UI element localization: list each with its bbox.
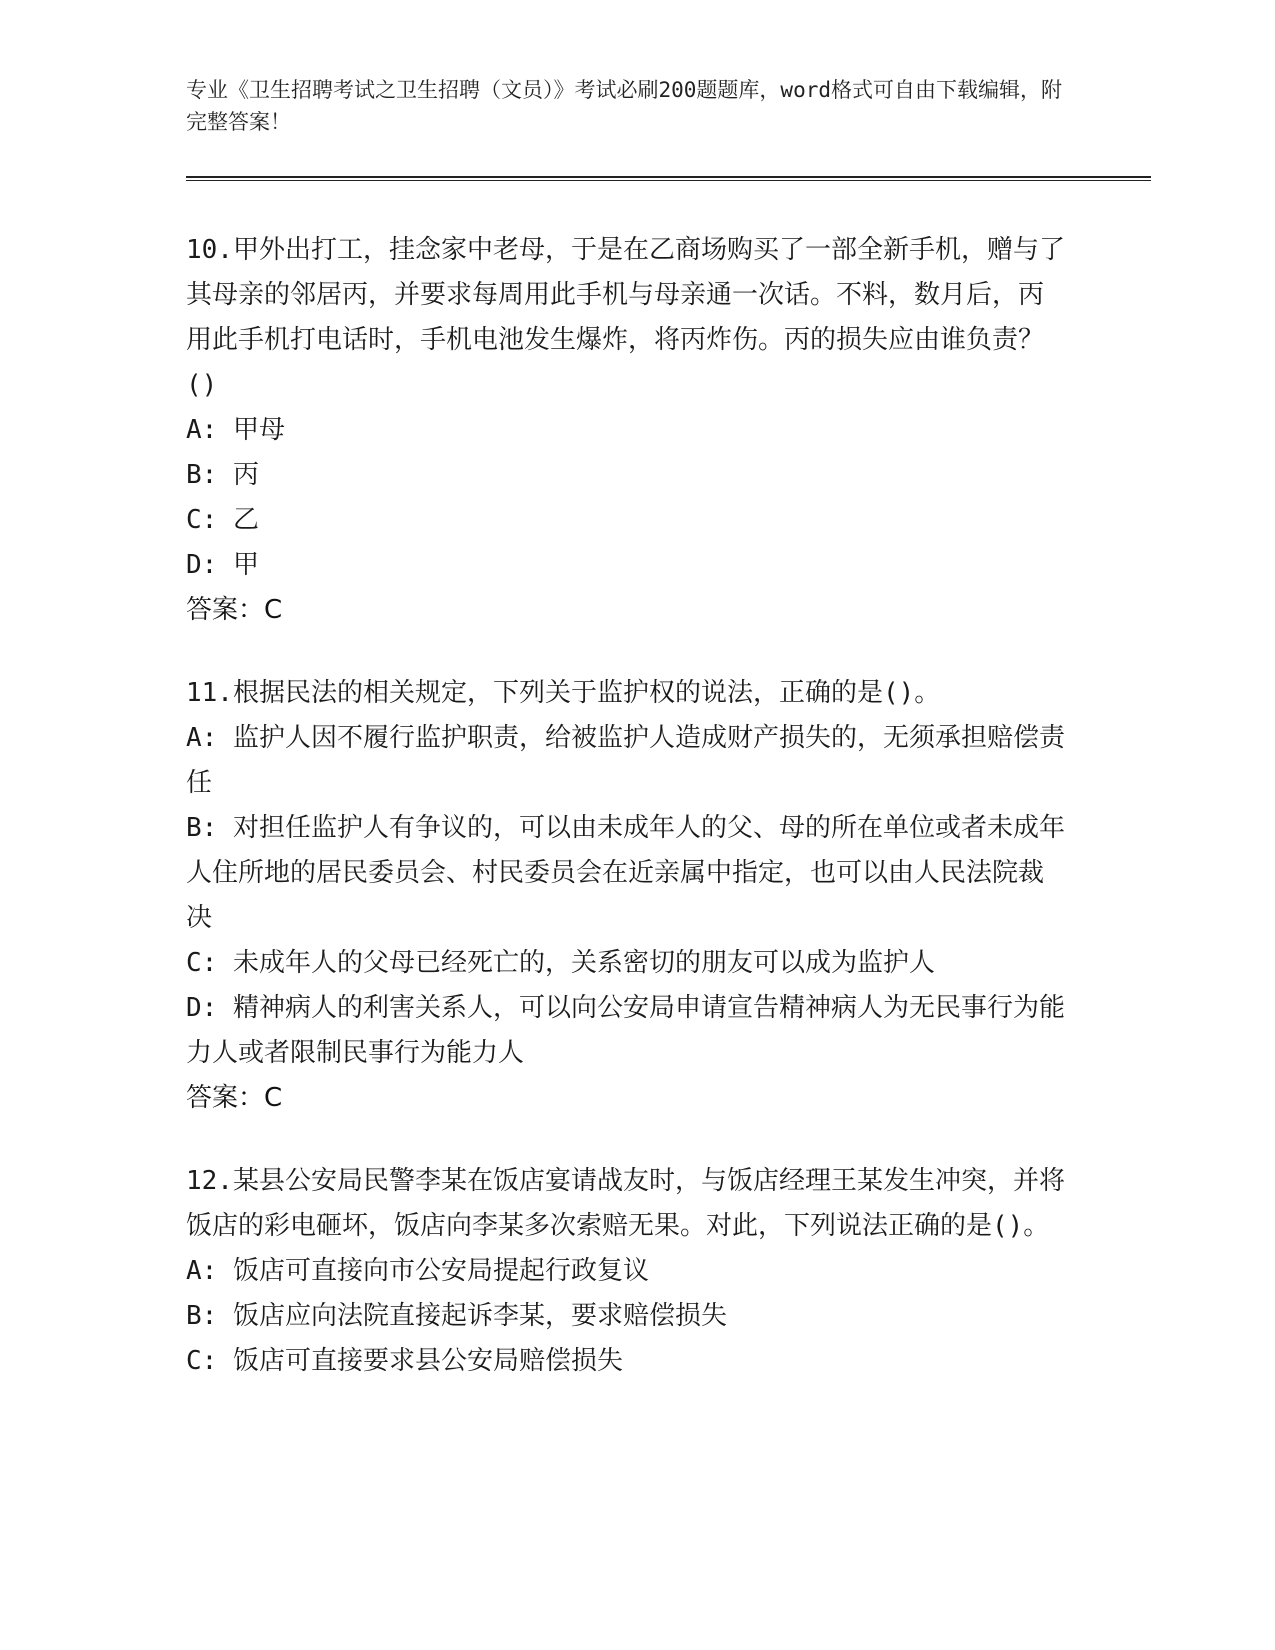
question-list (186, 228, 1066, 1422)
option-b: B: 饭店应向法院直接起诉李某，要求赔偿损失 (186, 1301, 727, 1331)
option-c: C: 未成年人的父母已经死亡的，关系密切的朋友可以成为监护人 (186, 948, 935, 978)
header-divider (186, 176, 1151, 181)
option-c: C: 饭店可直接要求县公安局赔偿损失 (186, 1346, 623, 1376)
question-10 (186, 228, 1066, 633)
option-d: D: 精神病人的利害关系人，可以向公安局申请宣告精神病人为无民事行为能力人或者限制民事行为能力人 (186, 993, 1065, 1068)
answer-line: 答案：C (186, 1083, 283, 1113)
option-a: A: 监护人因不履行监护职责，给被监护人造成财产损失的，无须承担赔偿责任 (186, 723, 1065, 798)
question-text: 12.某县公安局民警李某在饭店宴请战友时，与饭店经理王某发生冲突，并将饭店的彩电砸坏，饭店向李某多次索赔无果。对此，下列说法正确的是()。 (186, 1166, 1065, 1241)
option-b: B: 对担任监护人有争议的，可以由未成年人的父、母的所在单位或者未成年人住所地的居民委员会、村民委员会在近亲属中指定，也可以由人民法院裁决 (186, 813, 1065, 933)
option-a: A: 饭店可直接向市公安局提起行政复议 (186, 1256, 649, 1286)
question-text: 11.根据民法的相关规定，下列关于监护权的说法，正确的是()。 (186, 678, 941, 708)
question-12 (186, 1159, 1066, 1384)
option-d: D: 甲 (186, 550, 259, 580)
option-a: A: 甲母 (186, 415, 285, 445)
option-c: C: 乙 (186, 505, 259, 535)
answer-line: 答案：C (186, 595, 283, 625)
option-b: B: 丙 (186, 460, 259, 490)
document-header-title: 专业《卫生招聘考试之卫生招聘（文员）》考试必刷200题题库，word格式可自由下载编辑，附完整答案！ (186, 78, 1062, 134)
question-11 (186, 671, 1066, 1121)
question-text: 10.甲外出打工，挂念家中老母，于是在乙商场购买了一部全新手机，赠与了其母亲的邻居丙，并要求每周用此手机与母亲通一次话。不料，数月后，丙用此手机打电话时，手机电池发生爆炸，将丙炸伤。丙的损失应由谁负责？() (186, 235, 1065, 400)
